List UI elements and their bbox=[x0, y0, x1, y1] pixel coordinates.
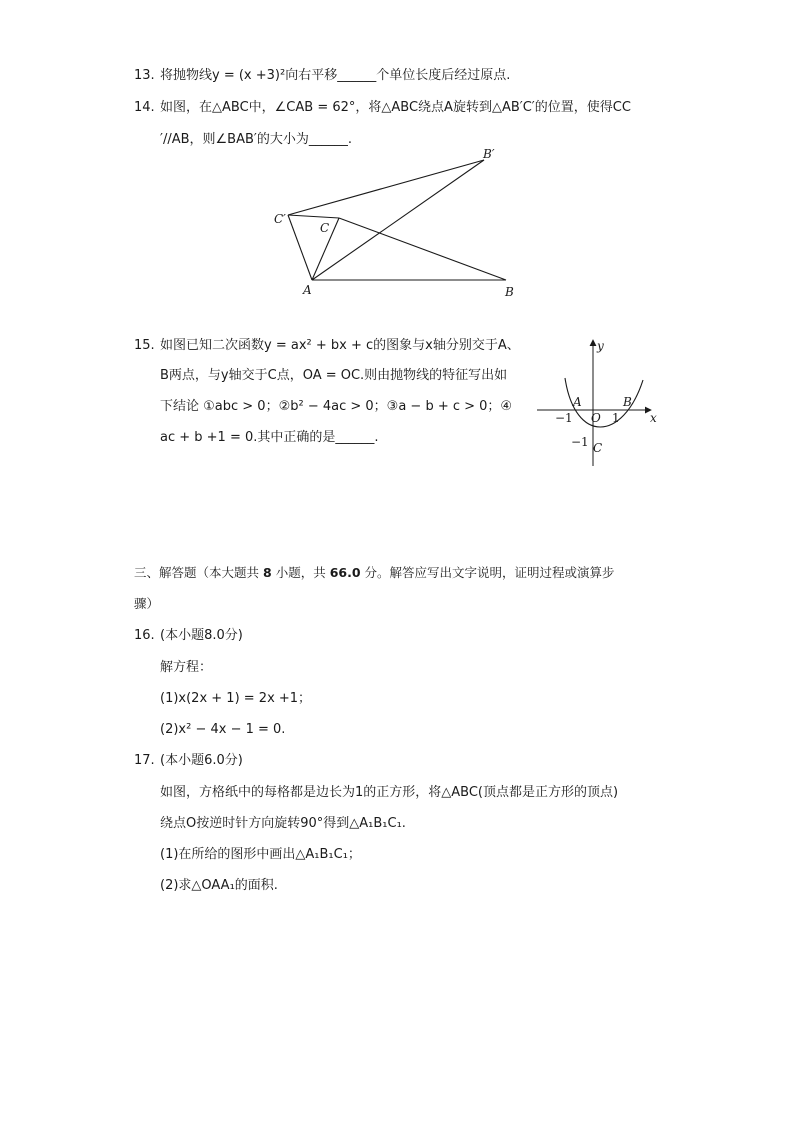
label-A: A bbox=[573, 395, 582, 409]
segment-AC-prime bbox=[288, 215, 312, 280]
question-number: 17. bbox=[134, 753, 155, 768]
section-heading-line-2: 骤） bbox=[134, 596, 160, 611]
segment-C-prime-B-prime bbox=[288, 160, 484, 215]
question-count: 8 bbox=[263, 565, 272, 580]
question-text-line-2: 绕点O按逆时针方向旋转90°得到△A₁B₁C₁. bbox=[160, 816, 406, 831]
parabola-figure bbox=[535, 334, 665, 470]
label-A: A bbox=[303, 283, 312, 297]
question-score: (本小题6.0分) bbox=[160, 753, 243, 768]
question-score: (本小题8.0分) bbox=[160, 628, 243, 643]
total-score: 66.0 bbox=[329, 565, 361, 580]
label-B: B bbox=[623, 395, 632, 409]
label-B: B bbox=[505, 285, 514, 299]
question-number: 13. bbox=[134, 68, 155, 83]
label-y: y bbox=[597, 339, 604, 353]
segment-CB bbox=[339, 218, 506, 280]
label-x: x bbox=[650, 411, 657, 425]
question-number: 16. bbox=[134, 628, 155, 643]
question-text-line-4: ac + b +1 = 0.其中正确的是______. bbox=[160, 430, 379, 445]
segment-CC-prime bbox=[288, 215, 339, 218]
tick-label-neg1-y: −1 bbox=[571, 435, 589, 449]
question-text-line-1: 如图，方格纸中的每格都是边长为1的正方形，将△ABC(顶点都是正方形的顶点) bbox=[160, 785, 619, 800]
question-part-2: (2)x² − 4x − 1 = 0. bbox=[160, 722, 286, 737]
question-part-1: (1)x(2x + 1) = 2x +1； bbox=[160, 691, 312, 706]
triangle-rotation-figure bbox=[262, 146, 532, 302]
question-text: 将抛物线y = (x +3)²向右平移______个单位长度后经过原点. bbox=[160, 68, 511, 83]
section-heading-line-1: 三、解答题（本大题共 8 小题，共 66.0 分。解答应写出文字说明，证明过程或演算步 bbox=[134, 565, 615, 580]
tick-label-1-x: 1 bbox=[612, 411, 620, 425]
question-instruction: 解方程： bbox=[160, 660, 213, 675]
question-text-line-1: 如图已知二次函数y = ax² + bx + c的图象与x轴分别交于A、 bbox=[160, 338, 520, 353]
question-text-line-3: 下结论 ①abc > 0；②b² − 4ac > 0；③a − b + c > 0；④ bbox=[160, 399, 513, 414]
question-text-line-2: ′//AB，则∠BAB′的大小为______. bbox=[160, 132, 352, 147]
label-C: C bbox=[320, 221, 330, 235]
label-O: O bbox=[591, 411, 601, 425]
question-part-2: (2)求△OAA₁的面积. bbox=[160, 878, 278, 893]
question-number: 15. bbox=[134, 338, 155, 353]
question-number: 14. bbox=[134, 100, 155, 115]
label-C: C bbox=[593, 441, 603, 455]
label-B-prime: B′ bbox=[483, 147, 495, 161]
question-text-line-1: 如图，在△ABC中，∠CAB = 62°，将△ABC绕点A旋转到△AB′C′的位置，使得CC bbox=[160, 100, 631, 115]
tick-label-neg1-x: −1 bbox=[555, 411, 573, 425]
label-C-prime: C′ bbox=[274, 212, 286, 226]
question-text-line-2: B两点，与y轴交于C点，OA = OC.则由抛物线的特征写出如 bbox=[160, 368, 508, 383]
question-part-1: (1)在所给的图形中画出△A₁B₁C₁； bbox=[160, 847, 361, 862]
